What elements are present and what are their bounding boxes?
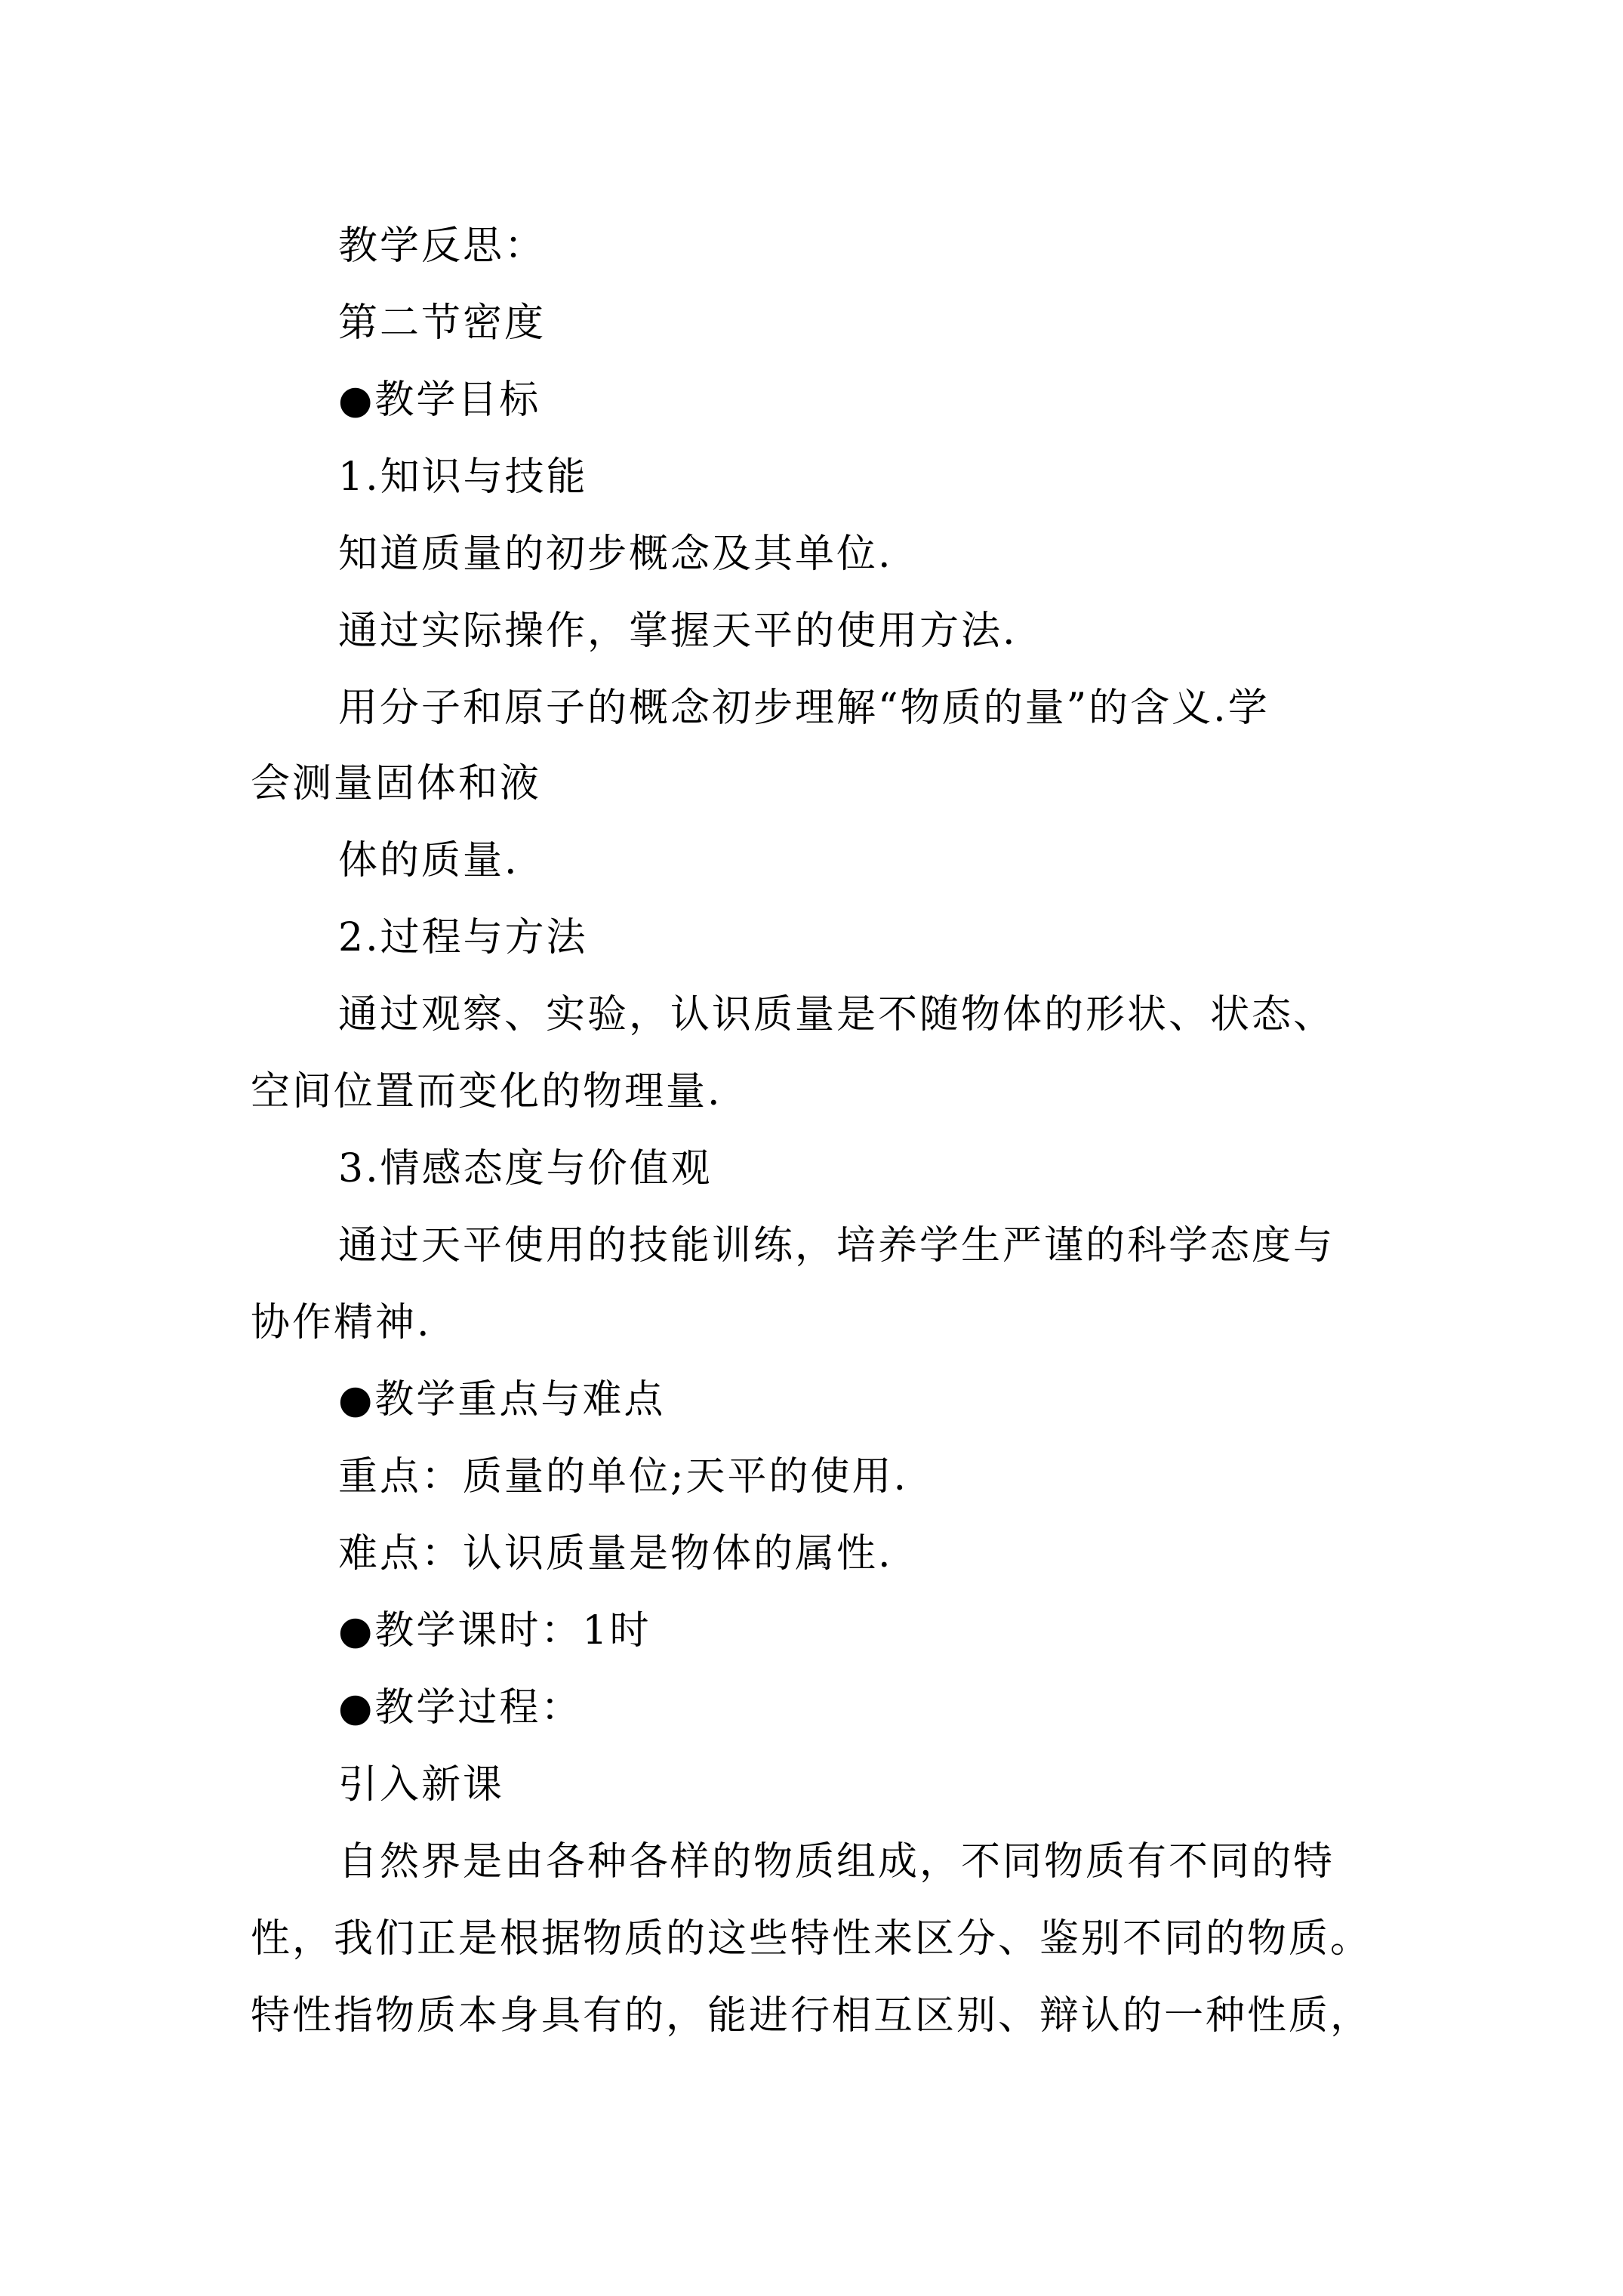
text-line: ●教学过程： <box>338 1685 583 1730</box>
text-line: 知道质量的初步概念及其单位. <box>338 532 893 577</box>
text-line: 用分子和原子的概念初步理解“物质的量”的含义.学 <box>338 686 1270 731</box>
text-line: 通过观察、实验，认识质量是不随物体的形状、状态、 <box>338 992 1335 1037</box>
text-line: 1.知识与技能 <box>338 455 588 500</box>
text-line: 2.过程与方法 <box>338 915 588 960</box>
text-line: 会测量固体和液 <box>251 761 542 806</box>
text-line: 教学反思： <box>338 223 547 269</box>
text-line: 通过天平使用的技能训练，培养学生严谨的科学态度与 <box>338 1223 1335 1268</box>
text-line: 引入新课 <box>338 1762 505 1808</box>
text-line: 重点：质量的单位;天平的使用. <box>338 1454 909 1499</box>
text-line: 难点：认识质量是物体的属性. <box>338 1531 893 1576</box>
section-heading: 第二节密度 <box>338 300 547 346</box>
text-line: 自然界是由各种各样的物质组成，不同物质有不同的特 <box>338 1839 1335 1885</box>
text-line: 空间位置而变化的物理量. <box>251 1069 722 1114</box>
text-line: 3.情感态度与价值观 <box>338 1146 713 1191</box>
text-line: ●教学重点与难点 <box>338 1377 666 1422</box>
text-line: 性，我们正是根据物质的这些特性来区分、鉴别不同的物质。 <box>251 1916 1372 1962</box>
text-line: ●教学课时：1时 <box>338 1608 651 1653</box>
text-line: 通过实际操作，掌握天平的使用方法. <box>338 609 1018 654</box>
text-line: 特性指物质本身具有的，能进行相互区别、辩认的一种性质， <box>251 1993 1372 2039</box>
text-line: ●教学目标 <box>338 378 541 423</box>
text-line: 体的质量. <box>338 838 519 883</box>
text-line: 协作精神. <box>251 1300 432 1345</box>
